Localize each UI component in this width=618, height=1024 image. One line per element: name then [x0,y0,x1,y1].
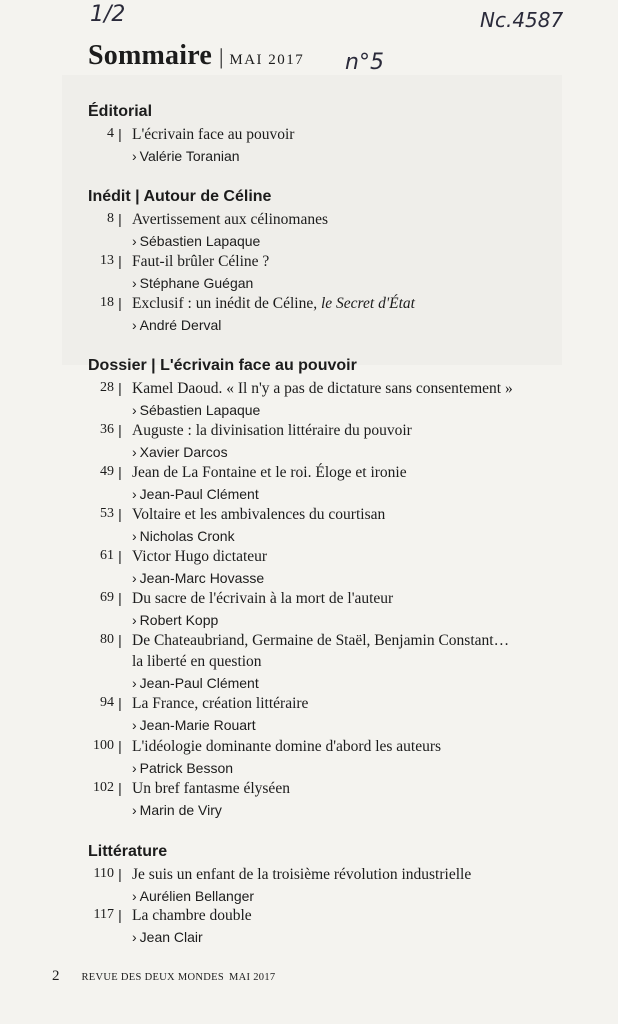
section-heading: Inédit | Autour de Céline [88,188,272,205]
entry-author: › Robert Kopp [132,612,219,628]
entry-divider: | [118,548,122,564]
entry-divider: | [118,738,122,754]
entry-divider: | [118,590,122,606]
entry-page: 28 [100,380,114,395]
entry-page: 4 [107,126,114,141]
entry-author: › Jean Clair [132,929,203,945]
entry-divider: | [118,695,122,711]
entry-title: Faut-il brûler Céline ? [132,253,270,270]
entry-author: › Stéphane Guégan [132,275,254,291]
entry-divider: | [118,464,122,480]
entry-author: › Aurélien Bellanger [132,888,255,904]
entry-title: L'idéologie dominante domine d'abord les auteurs [132,738,442,755]
footer-date: MAI 2017 [229,972,276,983]
entry-author: › André Derval [132,317,222,333]
entry-author: › Marin de Viry [132,802,222,818]
page-footer [52,968,275,985]
entry-title: L'écrivain face au pouvoir [132,126,295,143]
entry-author: › Sébastien Lapaque [132,233,261,249]
entry-page: 117 [93,907,114,922]
title-separator: | [218,44,224,69]
page-title: Sommaire [88,40,212,71]
entry-title: Auguste : la divinisation littéraire du pouvoir [132,422,412,439]
entry-author: › Jean-Paul Clément [132,675,259,691]
entry-title: Kamel Daoud. « Il n'y a pas de dictature sans consentement » [132,380,513,397]
handwritten-issue-number: n°5 [345,50,384,75]
entry-divider: | [118,780,122,796]
entry-page: 18 [100,295,114,310]
entry-page: 80 [100,632,114,647]
entry-author: › Valérie Toranian [132,148,240,164]
entry-divider: | [118,632,122,648]
issue-date: MAI 2017 [229,52,305,68]
entry-divider: | [118,866,122,882]
entry-title: Jean de La Fontaine et le roi. Éloge et ironie [132,464,407,481]
entry-page: 36 [100,422,114,437]
entry-page: 49 [100,464,114,479]
entry-divider: | [118,253,122,269]
entry-author: › Xavier Darcos [132,444,228,460]
entry-author: › Jean-Paul Clément [132,486,259,502]
entry-title: Un bref fantasme élyséen [132,780,290,797]
entry-page: 102 [93,780,114,795]
entry-page: 53 [100,506,114,521]
entry-page: 61 [100,548,114,563]
entry-title: Avertissement aux célinomanes [132,211,328,228]
entry-title: Victor Hugo dictateur [132,548,268,565]
entry-author: › Sébastien Lapaque [132,402,261,418]
entry-divider: | [118,295,122,311]
entry-divider: | [118,907,122,923]
entry-author: › Jean-Marie Rouart [132,717,256,733]
entry-title: Je suis un enfant de la troisième révolution industrielle [132,866,472,883]
entry-divider: | [118,380,122,396]
section-heading: Dossier | L'écrivain face au pouvoir [88,357,357,374]
entry-title: La chambre double [132,907,252,924]
entry-title: Du sacre de l'écrivain à la mort de l'auteur [132,590,394,607]
entry-title-line2: la liberté en question [132,653,262,670]
entry-divider: | [118,211,122,227]
entry-title-italic: le Secret d'État [320,295,415,312]
handwritten-fraction: 1/2 [90,2,126,27]
entry-divider: | [118,126,122,142]
footer-magazine-name: REVUE DES DEUX MONDES [81,972,225,983]
section-heading: Éditorial [88,103,153,120]
entry-author: › Patrick Besson [132,760,234,776]
handwritten-catalog-number: Nc.4587 [480,8,564,32]
entry-title: Voltaire et les ambivalences du courtisan [132,506,386,523]
entry-page: 100 [93,738,114,753]
entry-title: De Chateaubriand, Germaine de Staël, Benjamin Constant… [132,632,510,649]
entry-divider: | [118,506,122,522]
entry-author: › Jean-Marc Hovasse [132,570,265,586]
entry-page: 69 [100,590,114,605]
entry-divider: | [118,422,122,438]
section-heading: Littérature [88,843,168,860]
footer-page-number: 2 [52,968,60,984]
entry-title: Exclusif : un inédit de Céline, le Secret d'État [132,295,415,312]
entry-page: 13 [100,253,114,268]
entry-page: 110 [93,866,114,881]
entry-page: 94 [100,695,114,710]
page-header [88,40,304,72]
entry-author: › Nicholas Cronk [132,528,235,544]
entry-title: La France, création littéraire [132,695,309,712]
entry-page: 8 [107,211,114,226]
